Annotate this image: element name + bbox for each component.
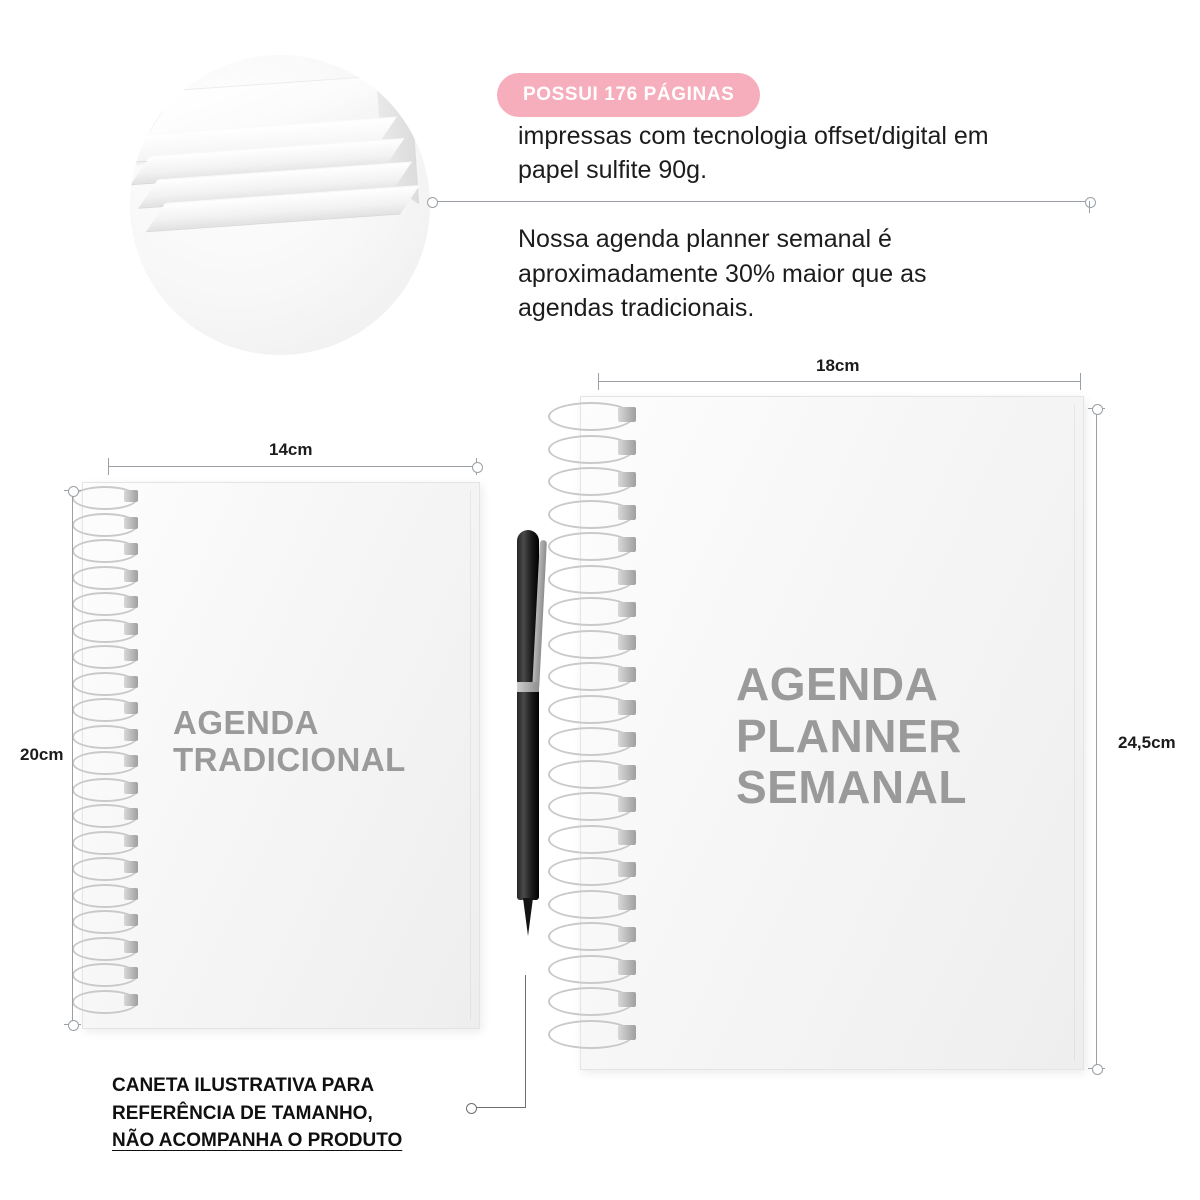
spiral-ring-clip (124, 861, 138, 873)
spiral-ring-clip (124, 490, 138, 502)
dim-dot-traditional-top (68, 486, 79, 497)
pen-ring (517, 682, 539, 692)
spiral-ring-clip (618, 895, 636, 910)
callout-dot-left (427, 197, 438, 208)
dim-height-planner-label: 24,5cm (1112, 733, 1182, 753)
headline-paragraph-1: impressas com tecnologia offset/digital em papel sulfite 90g. (518, 122, 989, 184)
caption-line-3: NÃO ACOMPANHA O PRODUTO (112, 1130, 403, 1152)
spiral-ring-clip (124, 967, 138, 979)
pen-caption-leader-vertical (525, 975, 526, 1107)
spiral-ring-clip (618, 472, 636, 487)
spiral-ring-clip (124, 729, 138, 741)
spiral-ring-clip (124, 994, 138, 1006)
spiral-ring-clip (618, 667, 636, 682)
spiral-ring-clip (124, 941, 138, 953)
spiral-ring-clip (124, 570, 138, 582)
spiral-ring-clip (618, 927, 636, 942)
spiral-ring-clip (124, 676, 138, 688)
cover-line-3: SEMANAL (736, 761, 967, 814)
cover-line-2: TRADICIONAL (173, 740, 406, 778)
callout-dot-right (1085, 197, 1096, 208)
dim-dot-planner-top (1092, 404, 1103, 415)
spiral-ring-clip (618, 765, 636, 780)
dim-height-planner-line (1096, 408, 1097, 1068)
pen-disclaimer-caption (112, 1072, 512, 1155)
spiral-ring-clip (618, 635, 636, 650)
dim-width-traditional-line (108, 466, 476, 467)
dim-width-planner-cap-right (1080, 373, 1081, 390)
dim-width-traditional-label: 14cm (263, 440, 318, 460)
spiral-ring-clip (618, 992, 636, 1007)
spiral-ring-clip (618, 700, 636, 715)
caption-line-2: REFERÊNCIA DE TAMANHO, (112, 1102, 373, 1124)
spiral-ring-clip (618, 960, 636, 975)
cover-line-1: AGENDA (736, 658, 939, 710)
dim-dot-traditional-width-right (472, 462, 483, 473)
headline-paragraph-2: Nossa agenda planner semanal é aproximadamente 30% maior que as agendas tradicionais. (518, 225, 927, 322)
dim-dot-planner-bottom (1092, 1064, 1103, 1075)
dim-width-traditional-cap-left (108, 458, 109, 475)
spiral-ring-clip (124, 596, 138, 608)
spiral-ring-clip (124, 543, 138, 555)
pen-body (517, 530, 539, 900)
dim-dot-traditional-bottom (68, 1020, 79, 1031)
spiral-ring-clip (124, 808, 138, 820)
spiral-ring-clip (124, 914, 138, 926)
pen-tip (523, 898, 533, 936)
spiral-ring-clip (618, 797, 636, 812)
spiral-ring-clip (124, 782, 138, 794)
notebook-traditional-title (173, 705, 406, 779)
notebook-planner-title (736, 659, 967, 814)
dim-height-traditional-line (72, 490, 73, 1024)
spiral-ring-clip (618, 1025, 636, 1040)
spiral-ring-clip (618, 830, 636, 845)
spiral-ring-clip (124, 835, 138, 847)
cover-edge-line (1074, 405, 1075, 1061)
cover-edge-line (470, 491, 471, 1020)
spiral-ring-clip (124, 649, 138, 661)
illustrative-pen (505, 530, 549, 970)
spiral-ring-clip (124, 888, 138, 900)
spiral-ring-clip (618, 537, 636, 552)
spiral-ring-clip (618, 862, 636, 877)
paper-stack-illustration (132, 115, 425, 324)
cover-line-1: AGENDA (173, 704, 320, 741)
dim-height-traditional-label: 20cm (14, 745, 69, 765)
spiral-ring-clip (618, 407, 636, 422)
spiral-ring-clip (124, 517, 138, 529)
spiral-binding-planner (548, 402, 638, 1062)
callout-connector-line (430, 201, 1090, 202)
spiral-ring-clip (618, 570, 636, 585)
spiral-ring-clip (618, 732, 636, 747)
dim-width-planner-cap-left (598, 373, 599, 390)
spiral-ring-clip (124, 623, 138, 635)
caption-line-1: CANETA ILUSTRATIVA PARA (112, 1075, 375, 1096)
spiral-ring-clip (618, 440, 636, 455)
spiral-ring-clip (618, 505, 636, 520)
spiral-binding-traditional (72, 486, 142, 1024)
paper-stack-photo (130, 55, 430, 355)
pages-badge: POSSUI 176 PÁGINAS (497, 73, 760, 117)
callout-connector-tick (1089, 201, 1090, 213)
dim-width-planner-label: 18cm (810, 356, 865, 376)
spiral-ring-clip (124, 755, 138, 767)
dim-width-planner-line (598, 381, 1080, 382)
notebook-planner (580, 396, 1084, 1070)
spiral-ring-clip (124, 702, 138, 714)
spiral-ring-clip (618, 602, 636, 617)
cover-line-2: PLANNER (736, 709, 962, 762)
